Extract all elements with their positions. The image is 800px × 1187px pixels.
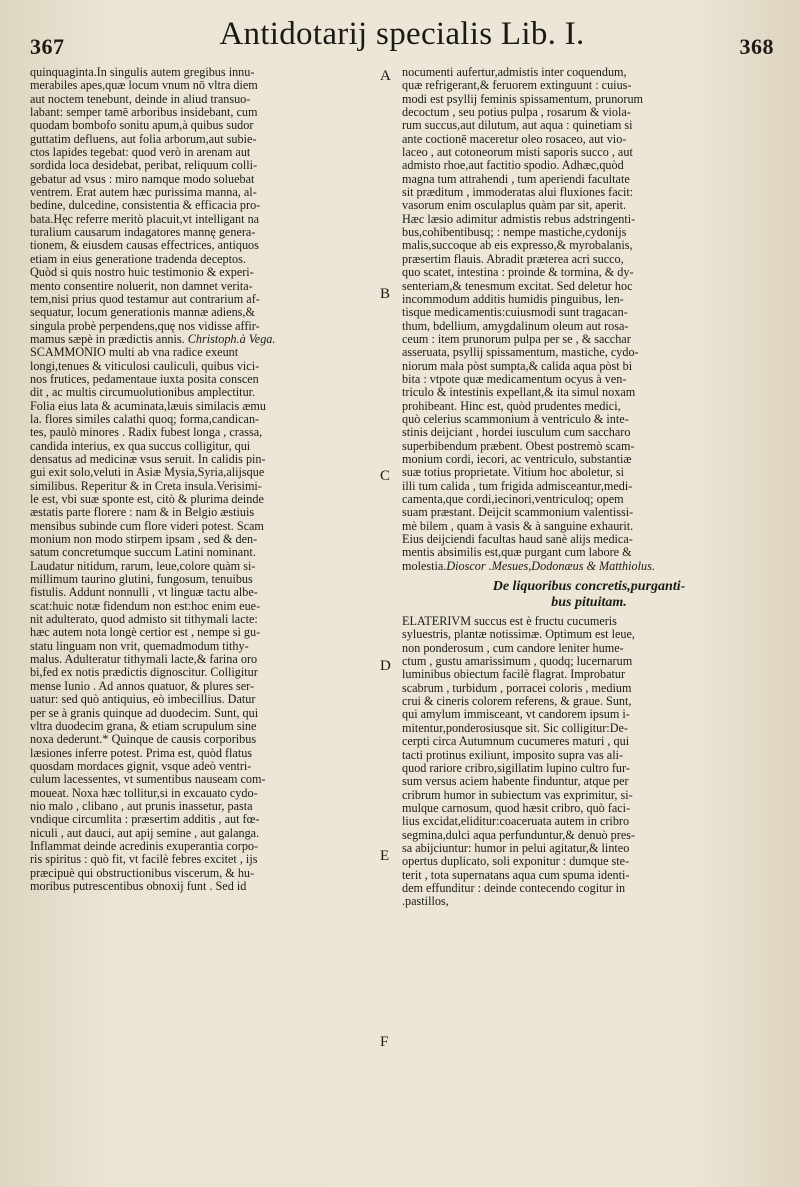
margin-marker-b: B — [380, 286, 391, 302]
running-title: Antidotarij specialis Lib. I. — [219, 16, 585, 52]
margin-marker-e: E — [380, 848, 390, 864]
text-columns — [30, 66, 774, 1176]
margin-marker-c: C — [380, 468, 391, 484]
right-paragraph-scammonium-text: nocumenti aufertur,admistis inter coquendum, quæ refrigerant,& feruorem extinguunt : cuius- modi est psyllij feminis spissamentum, prunorum decoctum , seu potius pulpa , rosarum & viola- rum succus,aut dilutum, aut aqua : quinetiam si ante coctionē maceretur oleo rosaceo, aut vio- laceo , aut cotoneorum misti saporis succo , aut admisto rhoe,aut factitio spodio. Adhæc,quòd magna tum attrahendi , tum aperiendi facultate sit præditum , immoderatas alui fluxiones facit: vasorum enim osculaplus quàm par sit, aperit. Hæc læsio adimitur admistis rebus adstringenti- bus,cohibentibusq; : nempe mastiche,cydonijs malis,succoque ab eis expresso,& myrobalanis, præsertim flauis. Abradit præterea acri succo, quo scatet, intestina : proinde & tormina, & dy- senteriam,& tenesmum excitat. Sed deletur hoc incommodum additis humidis pinguibus, len- tisque medicamentis:cuiusmodi sunt tragacan- thum, bdellium, amygdalinum oleum aut rosa- ceum : item prunorum pulpa per se , & sacchar asseruata, psyllij spissamentum, mastiche, cydo- niorum mala pòst sumpta,& calida aqua pòst bi bita : vtpote quæ medicamentum ocyus à ven- triculo & intestinis expellant,& ita simul noxam prohibeant. Hinc est, quòd prudentes medici, quò celerius scammonium à ventriculo & inte- stinis deijciant , hordei iusculum cum saccharo superbibendum præbent. Obest postremò scam- monium cordi, iecori, ac ventriculo, substantiæ suæ totius proprietate. Vitium hoc aboletur, si illi tum calida , tum frigida admisceantur,medi- camenta,que cordi,iecinori,ventriculoq; opem suam præstant. Deijcit scammonium valentissi- mè bilem , quam à vasis & à sanguine exhaurit. Eius deijciendi facultas haud sanè alijs medica- mentis absimilis est,quæ purgant cum labore & molestia. — [402, 66, 644, 573]
right-column — [402, 66, 776, 1176]
author-citation-dioscorides: Dioscor .Mesues,Dodonæus & Matthiolus. — [446, 558, 655, 573]
margin-markers — [376, 66, 400, 1176]
left-paragraph-manna-text: quinquaginta.In singulis autem gregibus innu- merabiles apes,quæ locum vnum nō vltra diem aut noctem tenebunt, deinde in aliud transuo- labant: semper tamē arboribus insidebant, cum quodam bombofo sonitu apum,à quibus sudor guttatim defluens, aut folia arborum,aut subie- ctos lapides tegebat: quod verò in arenam aut sordida loca desidebat, peribat, reliquum colli- gebatur ad vsus : miro namque modo soluebat ventrem. Erat autem hæc purissima manna, al- bedine, dulcedine, consistentia & efficacia pro- bata.Hęc referre meritò placuit,vt intelligant na turalium causarum indagatores mannę genera- tionem, & eiusdem causas effectrices, antiquos etiam in eius generatione tradenda deceptos. Quòd si quis nostro huic testimonio & experi- mento consentire noluerit, non damnet verita- tem,nisi prius quod testamur aut contrarium af- sequatur, locum generationis mannæ adiens,& singula probè perpendens,quę nos vidisse affir- mamus sæpè in prædictis annis. — [30, 66, 261, 346]
left-paragraph-scammonium: SCAMMONIO multi ab vna radice exeunt longi,tenues & viticulosi cauliculi, quibus vici- nos frutices, pedamentaue iuxta posita conscen dit , ac multis circumuolutionibus amplectitur. Folia eius lata & acuminata,læuis similacis æmu la. flores similes calathi quoq; forma,candican- tes, paulò minores . Radix fubest longa , crassa, candida interius, ex qua succus colligitur, qui densatus ad medicinæ vsus seruit. In calidis pin- gui exit solo,veluti in Asiæ Mysia,Syria,alijsque similibus. Reperitur & in Creta insula.Verisimi- le est, vbi suæ sponte est, citò & plurima deinde æstatis parte florere : nam & in Belgio æstiuis mensibus subinde cum flore videri potest. Scam monium non modo stirpem ipsam , sed & den- satum concretumque succum Latini nominant. Laudatur nitidum, rarum, leue,colore quàm si- millimum taurino glutini, fungosum, tenuibus fistulis. Addunt nonnulli , vt linguæ tactu albe- scat:huic notæ fidendum non est:hoc enim eue- nit adulterato, quod admisto sit tithymali lacte: hæc autem nota longè certior est , nempe si gu- statu linguam non vrit, quemadmodum tithy- malus. Adulteratur tithymali lacte,& farina oro bi,fed ex notis prædictis dignoscitur. Colligitur mense Iunio . Ad annos quatuor, & plures ser- uatur: sed quò antiquius, eò imbecillius. Datur per se à granis quinque ad duodecim. Sunt, qui vltra duodecim grana, & etiam scrupulum sine noxa dederunt.* Quinque de causis corporibus læsiones inferre potest. Prima est, quòd flatus quosdam mordaces gignit, vsque adeò ventri- culum lacessentes, vt sumentibus nauseam com- moueat. Noxa hæc tollitur,si in excauato cydo- nio malo , clibano , aut prunis inassetur, pasta vndique circumlita : præsertim additis , aut fœ- niculi , aut dauci, aut apij semine , aut galanga. Inflammat deinde acredinis exuperantia corpo- ris spiritus : quò fit, vt facilè febres excitet , ijs præcipuè qui obstructionibus viscerum, & hu- moribus putrescentibus obnoxij funt . Sed id — [30, 345, 266, 893]
right-paragraph-elaterium: ELATERIVM succus est è fructu cucumeris syluestris, plantæ notissimæ. Optimum est leue, non ponderosum , cum candore leniter hume- ctum , gustu amarissimum , quodq; lucernarum luminibus obiectum facilè flagrat. Improbatur scabrum , turbidum , porracei coloris , medium crui & cineris colorem referens, & graue. Sunt, qui amylum immisceant, vt candorem ipsum i- mitentur,ponderosiusque sit. Sic colligitur:De- cerpti circa Autumnum cucumeres maturi , qui tacti protinus exiliunt, imposito supra vas ali- quod rariore cribro,sigillatim lupino cultro fur- sum versus aciem habente finduntur, atque per cribrum humor in subiectum vas exprimitur, si- mulque carnosum, quod hæsit cribro, quò faci- lius excidat,eliditur:coaceruata autem in cribro segmina,dulci aqua perfunduntur,& denuò pres- sa abijciuntur: humor in pelui agitatur,& linteo opertus duplicato, soli exponitur : dumque ste- terit , tota supernatans aqua cum spuma identi- dem effunditur : deinde contecendo cogitur in .pastillos, — [402, 614, 636, 909]
margin-marker-a: A — [380, 68, 391, 84]
margin-marker-f: F — [380, 1034, 389, 1050]
left-paragraph-manna — [30, 66, 374, 346]
left-column — [30, 66, 374, 1176]
author-citation-vega: Christoph.à Vega. — [187, 331, 276, 346]
page-number-right: 368 — [739, 34, 774, 59]
margin-marker-d: D — [380, 658, 391, 674]
page-number-left: 367 — [30, 34, 65, 59]
section-heading-liquores: De liquoribus concretis,purganti- bus pituitam. — [492, 579, 686, 611]
page-header — [30, 8, 774, 66]
right-paragraph-scammonium-cont — [402, 66, 776, 573]
